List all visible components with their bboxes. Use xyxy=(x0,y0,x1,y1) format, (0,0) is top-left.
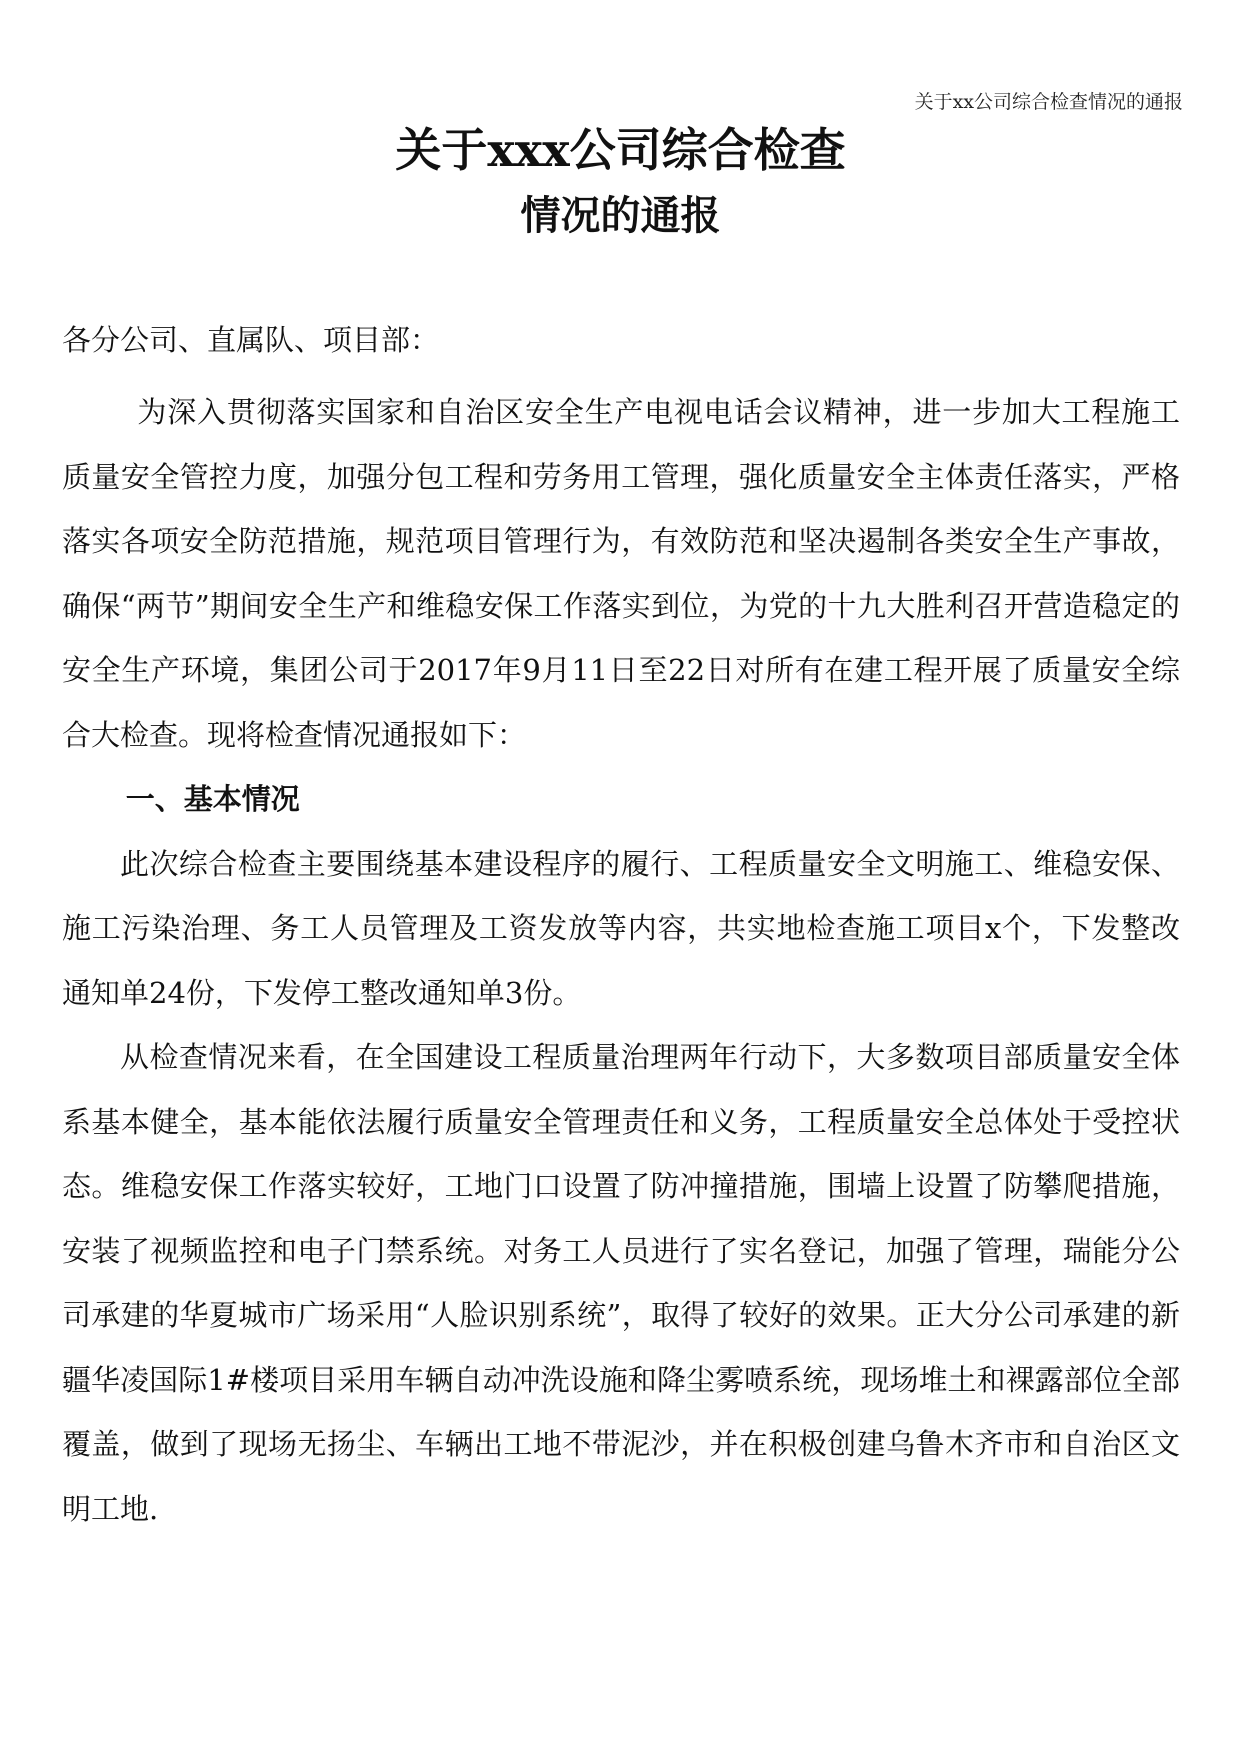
document-title-line-1: 关于xxx公司综合检查 xyxy=(395,123,846,177)
running-header: 关于xx公司综合检查情况的通报 xyxy=(914,91,1183,113)
body-paragraph-inspection-scope: 此次综合检查主要围绕基本建设程序的履行、工程质量安全文明施工、维稳安保、施工污染治理、务工人员管理及工资发放等内容，共实地检查施工项目x个，下发整改通知单24份，下发停工整改通知单3份。 xyxy=(62,846,1180,1010)
document-body xyxy=(62,380,1180,1541)
body-paragraph-inspection-findings: 从检查情况来看，在全国建设工程质量治理两年行动下，大多数项目部质量安全体系基本健全，基本能依法履行质量安全管理责任和义务，工程质量安全总体处于受控状态。维稳安保工作落实较好，工地门口设置了防冲撞措施，围墙上设置了防攀爬措施，安装了视频监控和电子门禁系统。对务工人员进行了实名登记，加强了管理，瑞能分公司承建的华夏城市广场采用“人脸识别系统”，取得了较好的效果。正大分公司承建的新疆华凌国际1#楼项目采用车辆自动冲洗设施和降尘雾喷系统，现场堆土和裸露部位全部覆盖，做到了现场无扬尘、车辆出工地不带泥沙，并在积极创建乌鲁木齐市和自治区文明工地. xyxy=(62,1040,1180,1526)
salutation: 各分公司、直属队、项目部： xyxy=(62,323,440,357)
intro-paragraph: 为深入贯彻落实国家和自治区安全生产电视电话会议精神，进一步加大工程施工质量安全管控力度，加强分包工程和劳务用工管理，强化质量安全主体责任落实，严格落实各项安全防范措施，规范项目管理行为，有效防范和坚决遏制各类安全生产事故，确保“两节”期间安全生产和维稳安保工作落实到位，为党的十九大胜利召开营造稳定的安全生产环境，集团公司于2017年9月11日至22日对所有在建工程开展了质量安全综合大检查。现将检查情况通报如下： xyxy=(62,395,1180,752)
section-heading-basic-situation: 一、基本情况 xyxy=(125,782,300,816)
document-title-line-2: 情况的通报 xyxy=(520,192,721,239)
